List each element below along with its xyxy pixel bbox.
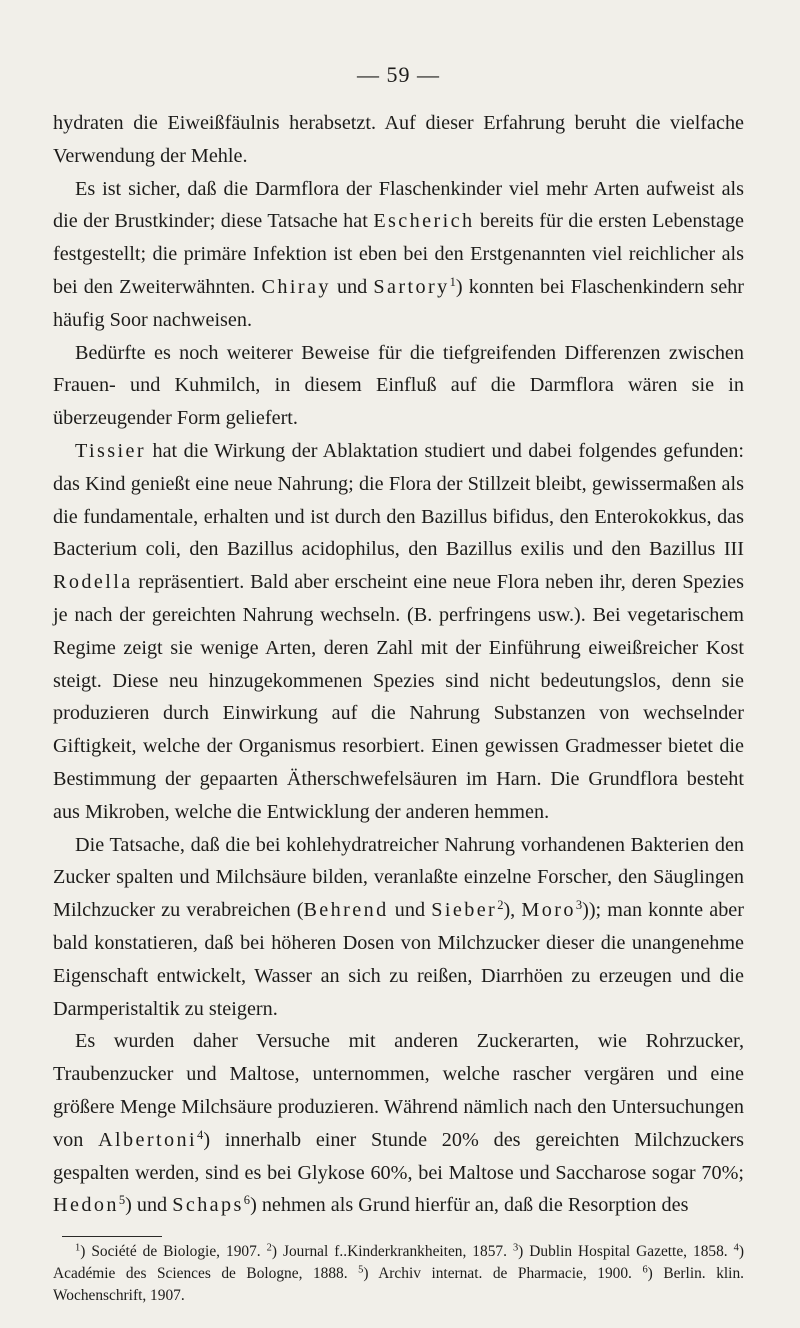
paragraph xyxy=(53,337,744,435)
author-name: Tissier xyxy=(75,439,147,462)
footnote-ref: 6 xyxy=(642,1264,648,1276)
footnote-ref: 4 xyxy=(733,1242,739,1254)
paragraph xyxy=(53,1025,744,1222)
footnote-ref: 3 xyxy=(512,1242,519,1254)
text-run: hat die Wirkung der Ablaktation studiert und dabei folgendes gefunden: das Kind genießt eine neue Nahrung; die Flora der Stillzeit bleibt, gewissermaßen als die fundamentale, erhalten und ist durch den Bazillus bifidus, den Enterokokkus, das Bacterium coli, den Bazillus acidophilus, den Bazillus exilis und den Bazillus III xyxy=(53,439,744,561)
text-run: ) Journal f..Kinderkrankheiten, 1857. xyxy=(271,1243,513,1261)
author-name: Schaps xyxy=(172,1194,244,1217)
text-run: ) Société de Biologie, 1907. xyxy=(80,1243,267,1261)
footnote-ref: 1 xyxy=(449,275,456,290)
footnote-ref: 3 xyxy=(575,898,583,913)
author-name: Sartory xyxy=(373,275,450,298)
author-name: Chiray xyxy=(261,275,331,298)
text-run: repräsentiert. Bald aber erscheint eine neue Flora neben ihr, deren Spezies je nach der gereichten Nahrung wechseln. (B. perfringens usw.). Bei vegetarischem Regime zeigt sie wenige Arten, deren Zahl mit der Einführung eiweißreicher Kost steigt. Diese neu hinzugekommenen Spezies sind nicht bedeutungslos, denn sie produzieren durch Einwirkung auf die Nahrung Substanzen von wechselnder Giftigkeit, welche der Organismus resorbiert. Einen gewissen Gradmesser bietet die Bestimmung der gepaarten Ätherschwefelsäuren im Harn. Die Grundflora besteht aus Mikroben, welche die Entwicklung der anderen hemmen. xyxy=(53,571,744,823)
text-run: Die Tatsache, daß die bei kohlehydratreicher Nahrung vorhandenen Bakterien den Zucker spalten und Milchsäure bilden, veranlaßte einzelne Forscher, den Säuglingen Milchzucker zu verabreichen ( xyxy=(53,833,744,922)
author-name: Hedon xyxy=(53,1194,119,1217)
text-run: ) innerhalb einer Stunde 20% des gereichten Milchzuckers gespalten werden, sind es bei Glykose 60%, bei Maltose und Saccharose sogar 70%; xyxy=(53,1128,744,1184)
footnote-ref: 2 xyxy=(266,1242,272,1254)
footnote-paragraph xyxy=(53,1241,744,1307)
body-text xyxy=(53,107,744,1222)
text-run: ) Dublin Hospital Gazette, 1858. xyxy=(518,1243,734,1261)
author-name: Rodella xyxy=(53,571,133,594)
text-run: ) nehmen als Grund hierfür an, daß die Resorption des xyxy=(250,1194,689,1217)
paragraph xyxy=(53,173,744,337)
text-run: ), xyxy=(503,899,522,922)
text-run: und xyxy=(388,899,432,922)
text-run: ) Archiv internat. de Pharmacie, 1900. xyxy=(363,1265,643,1283)
paragraph xyxy=(53,107,744,173)
text-run: bereits für die ersten Lebenstage festgestellt; die primäre Infektion ist eben bei den Erstgenannten viel reichlicher als bei den Zweiterwähnten. xyxy=(53,210,744,298)
text-run: Es ist sicher, daß die Darmflora der Flaschenkinder viel mehr Arten aufweist als die der Brustkinder; diese Tatsache hat xyxy=(53,177,744,233)
text-run: ) Berlin. klin. Wochenschrift, 1907. xyxy=(53,1265,744,1305)
paragraph xyxy=(53,829,744,1026)
author-name: Escherich xyxy=(373,210,475,233)
author-name: Albertoni xyxy=(98,1128,198,1151)
text-run: )); man konnte aber bald konstatieren, daß bei höheren Dosen von Milchzucker dieser die unangenehme Eigenschaft entwickelt, Wasser an sich zu reißen, Diarrhöen zu erzeugen und die Darmperistaltik zu steigern. xyxy=(53,899,744,1020)
page-number: — 59 — xyxy=(357,62,440,87)
footnote-ref: 5 xyxy=(118,1193,126,1208)
text-run: ) und xyxy=(125,1194,173,1217)
text-run: ) Académie des Sciences de Bologne, 1888. xyxy=(53,1243,744,1283)
text-run: und xyxy=(330,275,374,298)
text-run: ) konnten bei Flaschenkindern sehr häufig Soor nachweisen. xyxy=(53,275,745,331)
footnote-divider xyxy=(62,1236,162,1237)
author-name: Behrend xyxy=(303,899,389,922)
text-run: Es wurden daher Versuche mit anderen Zuckerarten, wie Rohrzucker, Traubenzucker und Maltose, unternommen, welche rascher vergären und eine größere Menge Milchsäure produzieren. Während nämlich nach den Untersuchungen von xyxy=(53,1030,744,1151)
footnote-ref: 2 xyxy=(497,898,504,913)
footnote-ref: 4 xyxy=(197,1127,204,1142)
text-run: Bedürfte es noch weiterer Beweise für die tiefgreifenden Differenzen zwischen Frauen- und Kuhmilch, in diesem Einfluß auf die Darmflora wären sie in überzeugender Form geliefert. xyxy=(53,341,744,430)
text-run: hydraten die Eiweißfäulnis herabsetzt. Auf dieser Erfahrung beruht die vielfache Verwendung der Mehle. xyxy=(53,112,744,167)
author-name: Moro xyxy=(521,899,576,922)
footnotes xyxy=(53,1241,744,1307)
footnote-ref: 1 xyxy=(75,1242,81,1254)
footnote-ref: 6 xyxy=(243,1193,251,1208)
paragraph xyxy=(53,435,744,829)
author-name: Sieber xyxy=(431,899,498,922)
footnote-ref: 5 xyxy=(358,1264,364,1276)
